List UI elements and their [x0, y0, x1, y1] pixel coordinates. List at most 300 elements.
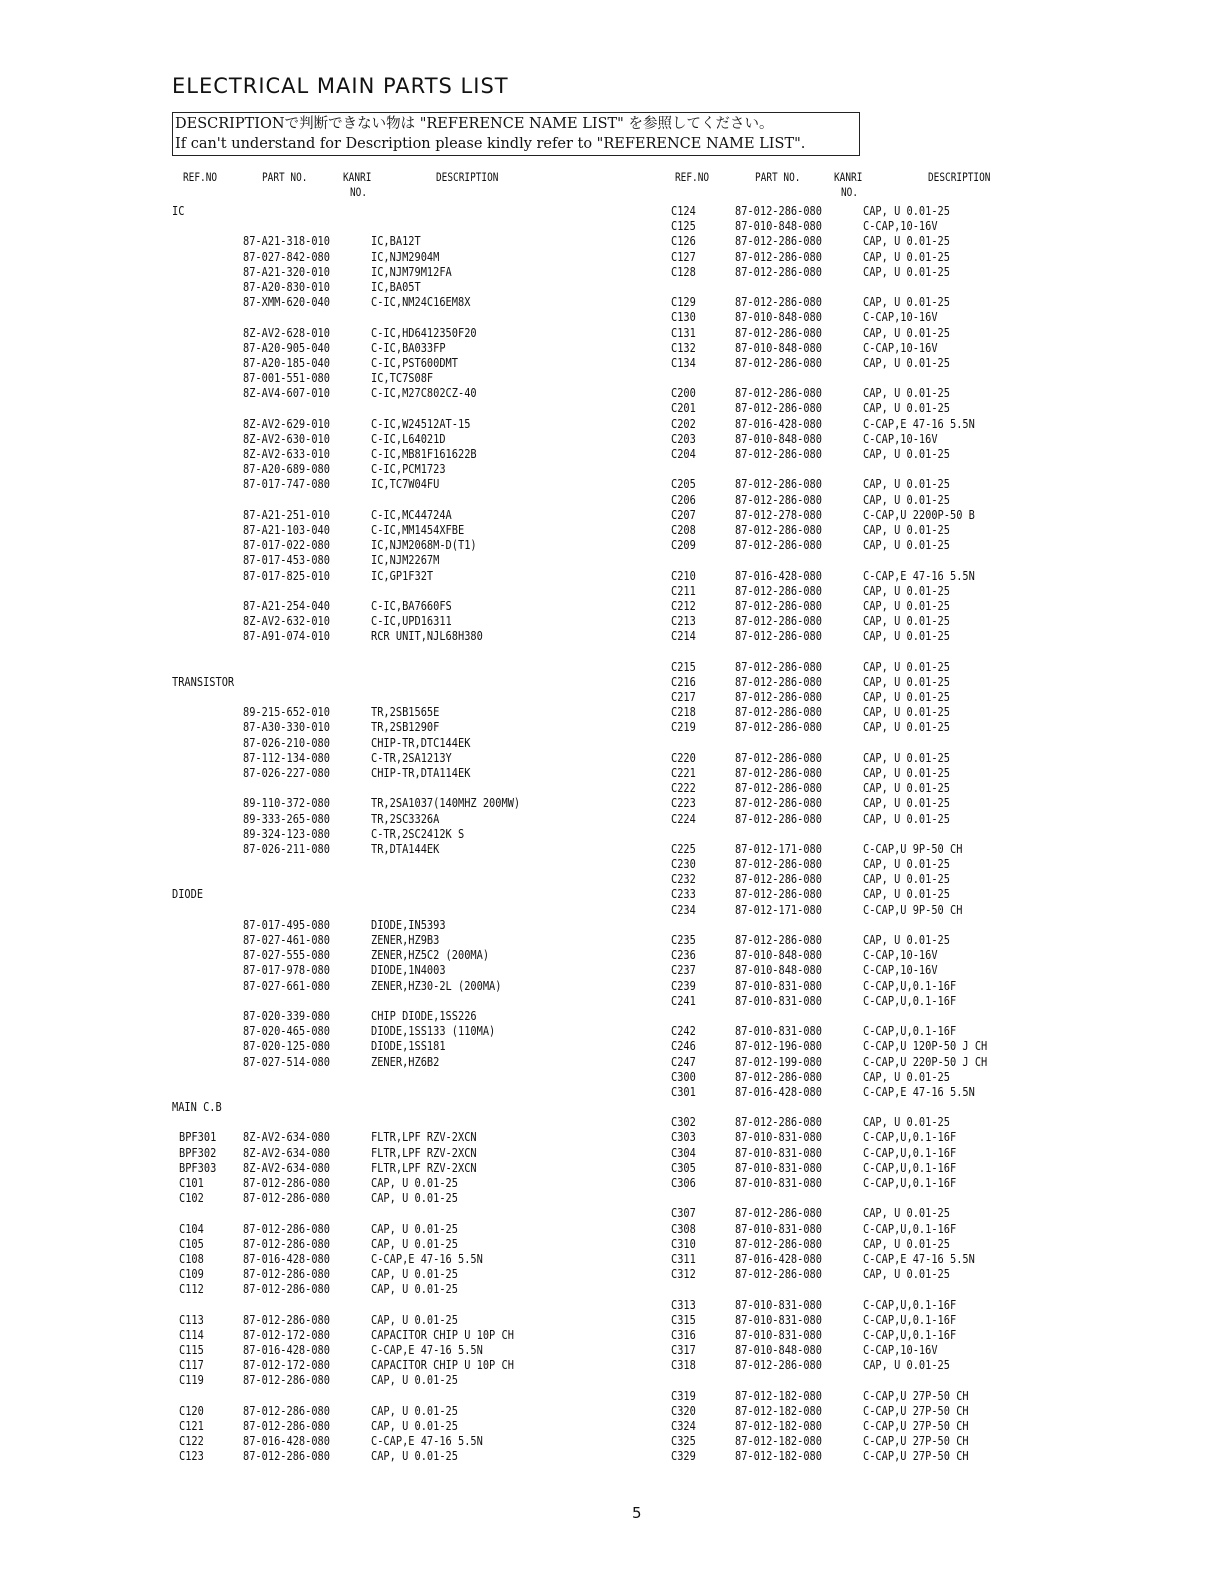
part-row	[670, 1237, 1190, 1252]
ref-no: C101	[179, 1176, 204, 1190]
part-no: 87-027-842-080	[243, 249, 330, 264]
ref-no: C109	[179, 1267, 204, 1282]
ref-no: C115	[179, 1343, 204, 1358]
part-no: 8Z-AV2-632-010	[243, 614, 330, 629]
part-description: IC,NJM79M12FA	[371, 264, 452, 279]
blank-row	[172, 1085, 632, 1100]
part-row	[172, 1328, 632, 1343]
part-description: CAP, U 0.01-25	[863, 659, 950, 674]
part-row	[670, 477, 1190, 492]
part-row	[670, 447, 1190, 462]
part-description: C-CAP,10-16V	[863, 219, 938, 234]
left-header-part: PART NO.	[262, 170, 308, 184]
section-heading	[172, 675, 632, 690]
right-header-kanri-no: NO.	[841, 185, 859, 199]
part-description: CAP, U 0.01-25	[863, 295, 950, 310]
part-row	[670, 432, 1190, 447]
part-description: TR,2SB1290F	[371, 720, 440, 735]
blank-row	[670, 371, 1190, 386]
right-header-kanri: KANRI	[834, 170, 863, 184]
part-description: C-IC,PCM1723	[371, 462, 446, 477]
part-description: C-CAP,U 27P-50 CH	[863, 1434, 969, 1449]
part-no: 87-010-848-080	[735, 310, 822, 325]
part-description: C-CAP,U,0.1-16F	[863, 1160, 957, 1175]
part-row	[670, 326, 1190, 341]
part-no: 87-027-555-080	[243, 948, 330, 963]
ref-no: BPF302	[179, 1145, 217, 1160]
section-label: IC	[172, 204, 185, 218]
part-description: CAP, U 0.01-25	[863, 857, 950, 872]
part-row	[670, 903, 1190, 918]
part-description: CAP, U 0.01-25	[863, 477, 950, 492]
part-row	[172, 1039, 632, 1054]
ref-no: C311	[671, 1251, 696, 1266]
blank-row	[670, 1009, 1190, 1024]
blank-row	[172, 690, 632, 705]
part-row	[172, 736, 632, 751]
ref-no: C225	[671, 841, 696, 856]
part-no: 87-012-286-080	[735, 659, 822, 674]
ref-no: C134	[671, 355, 696, 370]
part-description: CAP, U 0.01-25	[863, 872, 950, 887]
part-no: 87-012-286-080	[735, 204, 822, 218]
part-row	[670, 948, 1190, 963]
part-row	[172, 979, 632, 994]
part-row	[670, 933, 1190, 948]
ref-no: C200	[671, 386, 696, 401]
part-row	[172, 234, 632, 249]
part-description: CAP, U 0.01-25	[863, 887, 950, 902]
part-row	[670, 1298, 1190, 1313]
part-row	[670, 1146, 1190, 1161]
part-no: 87-017-453-080	[243, 553, 330, 568]
part-description: C-TR,2SA1213Y	[371, 750, 452, 765]
part-row	[172, 508, 632, 523]
part-no: 87-016-428-080	[243, 1343, 330, 1358]
part-no: 87-012-286-080	[735, 629, 822, 644]
part-description: CAP, U 0.01-25	[863, 401, 950, 416]
part-description: C-IC,MC44724A	[371, 507, 452, 522]
part-row	[670, 1070, 1190, 1085]
part-row	[172, 447, 632, 462]
part-description: CHIP-TR,DTC144EK	[371, 735, 471, 750]
ref-no: C236	[671, 948, 696, 963]
blank-row	[670, 827, 1190, 842]
part-description: C-CAP,E 47-16 5.5N	[863, 416, 975, 431]
left-header-ref: REF.NO	[183, 170, 218, 184]
part-description: C-CAP,U,0.1-16F	[863, 1145, 957, 1160]
part-description: C-IC,NM24C16EM8X	[371, 295, 471, 310]
ref-no: C239	[671, 978, 696, 993]
ref-no: C206	[671, 492, 696, 507]
ref-no: C113	[179, 1312, 204, 1327]
part-description: C-IC,BA033FP	[371, 340, 446, 355]
ref-no: C215	[671, 659, 696, 674]
part-no: 87-012-286-080	[735, 234, 822, 249]
part-description: C-IC,MM1454XFBE	[371, 522, 465, 537]
part-row	[670, 204, 1190, 219]
part-no: 87-012-286-080	[735, 720, 822, 735]
blank-row	[670, 644, 1190, 659]
part-row	[670, 1039, 1190, 1054]
part-description: C-CAP,U,0.1-16F	[863, 1024, 957, 1039]
part-row	[670, 1267, 1190, 1282]
part-no: 87-016-428-080	[735, 1251, 822, 1266]
part-description: ZENER,HZ30-2L (200MA)	[371, 978, 502, 993]
part-no: 87-012-172-080	[243, 1327, 330, 1342]
ref-no: C119	[179, 1373, 204, 1388]
part-description: C-CAP,U,0.1-16F	[863, 1327, 957, 1342]
part-no: 87-010-831-080	[735, 1312, 822, 1327]
part-row	[172, 1237, 632, 1252]
ref-no: C218	[671, 705, 696, 720]
part-description: CAP, U 0.01-25	[371, 1221, 458, 1236]
part-description: CAP, U 0.01-25	[863, 447, 950, 461]
part-description: TR,2SB1565E	[371, 705, 440, 720]
part-description: RCR UNIT,NJL68H380	[371, 629, 483, 644]
part-no: 87-012-286-080	[243, 1449, 330, 1464]
part-row	[172, 599, 632, 614]
part-no: 87-012-286-080	[735, 355, 822, 370]
part-description: CAP, U 0.01-25	[863, 796, 950, 811]
part-description: CAP, U 0.01-25	[371, 1419, 458, 1433]
part-description: CAP, U 0.01-25	[371, 1373, 458, 1388]
ref-no: C112	[179, 1282, 204, 1297]
part-row	[670, 872, 1190, 887]
part-no: 87-A20-830-010	[243, 279, 330, 294]
part-row	[172, 1252, 632, 1267]
ref-no: C216	[671, 674, 696, 689]
part-description: CAP, U 0.01-25	[863, 750, 950, 765]
part-description: CAP, U 0.01-25	[863, 204, 950, 218]
part-description: C-TR,2SC2412K S	[371, 826, 465, 841]
part-no: 87-012-286-080	[735, 750, 822, 765]
part-row	[172, 462, 632, 477]
part-description: C-CAP,U 9P-50 CH	[863, 841, 963, 856]
part-no: 87-012-286-080	[735, 857, 822, 872]
part-row	[172, 705, 632, 720]
part-row	[172, 265, 632, 280]
part-no: 87-016-428-080	[735, 568, 822, 583]
part-no: 87-012-286-080	[243, 1176, 330, 1190]
section-label: DIODE	[172, 887, 204, 902]
part-no: 87-010-831-080	[735, 1130, 822, 1145]
part-description: CAP, U 0.01-25	[371, 1176, 458, 1190]
part-no: 87-026-227-080	[243, 765, 330, 780]
part-row	[172, 1146, 632, 1161]
part-description: TR,2SC3326A	[371, 811, 440, 826]
part-row	[670, 720, 1190, 735]
part-no: 87-012-286-080	[735, 690, 822, 704]
part-row	[670, 705, 1190, 720]
part-description: C-CAP,E 47-16 5.5N	[371, 1251, 483, 1266]
ref-no: C201	[671, 401, 696, 416]
part-description: C-CAP,U 120P-50 J CH	[863, 1039, 988, 1054]
ref-no: C303	[671, 1130, 696, 1145]
right-header-description: DESCRIPTION	[928, 170, 991, 184]
part-description: CAP, U 0.01-25	[863, 720, 950, 735]
part-no: 87-012-286-080	[735, 811, 822, 826]
part-description: CAP, U 0.01-25	[863, 1236, 950, 1251]
part-row	[670, 341, 1190, 356]
ref-no: C205	[671, 477, 696, 492]
part-row	[172, 386, 632, 401]
part-no: 87-010-848-080	[735, 219, 822, 234]
part-no: 87-012-286-080	[735, 705, 822, 720]
part-no: 87-A21-254-040	[243, 598, 330, 613]
part-description: DIODE,IN5393	[371, 917, 446, 932]
blank-row	[670, 736, 1190, 751]
part-description: FLTR,LPF RZV-2XCN	[371, 1160, 477, 1175]
part-row	[670, 1085, 1190, 1100]
part-row	[670, 523, 1190, 538]
part-no: 87-017-825-010	[243, 568, 330, 583]
part-no: 87-012-286-080	[243, 1312, 330, 1327]
part-no: 87-026-210-080	[243, 735, 330, 750]
part-description: C-IC,BA7660FS	[371, 598, 452, 613]
part-row	[172, 371, 632, 386]
part-no: 87-020-465-080	[243, 1024, 330, 1039]
part-row	[670, 1222, 1190, 1237]
blank-row	[172, 493, 632, 508]
part-no: 87-012-286-080	[243, 1267, 330, 1282]
part-description: C-CAP,U,0.1-16F	[863, 1130, 957, 1145]
part-no: 8Z-AV2-634-080	[243, 1130, 330, 1145]
blank-row	[172, 401, 632, 416]
part-no: 87-010-831-080	[735, 1145, 822, 1160]
ref-no: C313	[671, 1297, 696, 1312]
blank-row	[172, 584, 632, 599]
part-description: ZENER,HZ6B2	[371, 1054, 440, 1069]
part-no: 87-010-848-080	[735, 1343, 822, 1358]
part-description: C-CAP,U 27P-50 CH	[863, 1403, 969, 1418]
ref-no: C304	[671, 1145, 696, 1160]
ref-no: C212	[671, 598, 696, 613]
part-no: 87-012-182-080	[735, 1403, 822, 1418]
part-no: 8Z-AV2-634-080	[243, 1160, 330, 1175]
part-row	[670, 1115, 1190, 1130]
part-description: C-CAP,10-16V	[863, 431, 938, 446]
part-description: CAPACITOR CHIP U 10P CH	[371, 1358, 514, 1373]
part-description: TR,2SA1037(140MHZ 200MW)	[371, 796, 521, 811]
part-no: 87-A30-330-010	[243, 720, 330, 735]
part-row	[172, 341, 632, 356]
part-description: C-IC,W24512AT-15	[371, 416, 471, 431]
part-no: 87-012-278-080	[735, 507, 822, 522]
part-no: 89-215-652-010	[243, 705, 330, 720]
part-no: 87-010-831-080	[735, 1297, 822, 1312]
part-row	[670, 979, 1190, 994]
ref-no: C242	[671, 1024, 696, 1039]
page-title: ELECTRICAL MAIN PARTS LIST	[172, 74, 509, 98]
left-header-kanri: KANRI	[343, 170, 372, 184]
ref-no: C319	[671, 1388, 696, 1403]
ref-no: C125	[671, 219, 696, 234]
part-description: CAP, U 0.01-25	[863, 538, 950, 553]
part-row	[172, 569, 632, 584]
part-no: 87-012-286-080	[735, 1115, 822, 1130]
part-description: CAP, U 0.01-25	[863, 264, 950, 279]
part-no: 87-020-339-080	[243, 1008, 330, 1023]
ref-no: C121	[179, 1419, 204, 1433]
part-description: IC,TC7W04FU	[371, 477, 440, 492]
part-row	[172, 720, 632, 735]
part-row	[670, 493, 1190, 508]
part-row	[172, 766, 632, 781]
ref-no: C120	[179, 1403, 204, 1418]
part-row	[670, 614, 1190, 629]
part-row	[670, 401, 1190, 416]
part-row	[670, 751, 1190, 766]
ref-no: C230	[671, 857, 696, 872]
part-no: 87-012-286-080	[735, 477, 822, 492]
ref-no: C223	[671, 796, 696, 811]
ref-no: C310	[671, 1236, 696, 1251]
part-no: 87-010-831-080	[735, 1176, 822, 1190]
part-row	[172, 1024, 632, 1039]
ref-no: C130	[671, 310, 696, 325]
part-description: C-CAP,U 27P-50 CH	[863, 1419, 969, 1433]
part-description: CAP, U 0.01-25	[863, 522, 950, 537]
part-description: CAP, U 0.01-25	[863, 355, 950, 370]
ref-no: C204	[671, 447, 696, 461]
part-row	[172, 1130, 632, 1145]
part-description: C-CAP,U 220P-50 J CH	[863, 1054, 988, 1069]
part-no: 87-010-848-080	[735, 948, 822, 963]
ref-no: C214	[671, 629, 696, 644]
part-row	[172, 1313, 632, 1328]
part-description: TR,DTA144EK	[371, 841, 440, 856]
ref-no: C306	[671, 1176, 696, 1190]
part-row	[670, 842, 1190, 857]
ref-no: C247	[671, 1054, 696, 1069]
part-no: 87-012-286-080	[735, 872, 822, 887]
part-row	[670, 1055, 1190, 1070]
part-no: 87-012-182-080	[735, 1434, 822, 1449]
blank-row	[670, 280, 1190, 295]
blank-row	[172, 857, 632, 872]
ref-no: C132	[671, 340, 696, 355]
part-row	[172, 538, 632, 553]
part-description: C-CAP,U 2200P-50 B	[863, 507, 975, 522]
part-no: 8Z-AV4-607-010	[243, 386, 330, 401]
part-row	[670, 1328, 1190, 1343]
part-row	[670, 1024, 1190, 1039]
part-no: 87-020-125-080	[243, 1039, 330, 1054]
part-row	[670, 356, 1190, 371]
part-no: 87-010-848-080	[735, 963, 822, 978]
part-row	[670, 310, 1190, 325]
part-row	[670, 1313, 1190, 1328]
part-row	[172, 963, 632, 978]
part-row	[172, 356, 632, 371]
blank-row	[172, 1070, 632, 1085]
page-number: 5	[632, 1504, 642, 1522]
part-description: CAP, U 0.01-25	[863, 690, 950, 704]
ref-no: C207	[671, 507, 696, 522]
part-no: 87-012-286-080	[735, 325, 822, 340]
part-row	[172, 918, 632, 933]
part-no: 87-012-286-080	[735, 249, 822, 264]
blank-row	[172, 644, 632, 659]
part-row	[670, 1389, 1190, 1404]
part-no: 87-010-831-080	[735, 1221, 822, 1236]
part-no: 87-012-286-080	[243, 1236, 330, 1251]
part-description: C-CAP,E 47-16 5.5N	[371, 1343, 483, 1358]
ref-no: C210	[671, 568, 696, 583]
part-no: 89-324-123-080	[243, 826, 330, 841]
part-description: C-IC,HD6412350F20	[371, 325, 477, 340]
ref-no: C308	[671, 1221, 696, 1236]
part-description: CHIP-TR,DTA114EK	[371, 765, 471, 780]
part-no: 87-012-286-080	[735, 295, 822, 310]
part-row	[670, 629, 1190, 644]
part-row	[670, 675, 1190, 690]
ref-no: BPF301	[179, 1130, 217, 1145]
blank-row	[172, 310, 632, 325]
part-description: CAP, U 0.01-25	[863, 1115, 950, 1130]
part-no: 87-012-182-080	[735, 1388, 822, 1403]
right-header-part: PART NO.	[755, 170, 801, 184]
part-description: C-CAP,U,0.1-16F	[863, 1176, 957, 1190]
notice-line-japanese: DESCRIPTIONで判断できない物は "REFERENCE NAME LIST" を参照してください。	[175, 116, 774, 132]
part-no: 87-012-286-080	[735, 933, 822, 947]
part-row	[172, 1373, 632, 1388]
left-header-kanri-no: NO.	[350, 185, 368, 199]
part-description: C-CAP,U,0.1-16F	[863, 1297, 957, 1312]
part-no: 87-027-514-080	[243, 1054, 330, 1069]
part-row	[172, 1404, 632, 1419]
part-description: C-CAP,U 27P-50 CH	[863, 1449, 969, 1464]
part-no: 87-A21-320-010	[243, 264, 330, 279]
part-no: 87-010-831-080	[735, 1327, 822, 1342]
ref-no: C317	[671, 1343, 696, 1358]
part-row	[172, 948, 632, 963]
part-description: C-CAP,U,0.1-16F	[863, 993, 957, 1008]
part-row	[172, 1009, 632, 1024]
part-description: CAPACITOR CHIP U 10P CH	[371, 1327, 514, 1342]
part-no: 87-012-286-080	[735, 765, 822, 780]
part-row	[670, 508, 1190, 523]
part-no: 89-110-372-080	[243, 796, 330, 811]
part-description: CAP, U 0.01-25	[371, 1449, 458, 1464]
blank-row	[172, 1206, 632, 1221]
part-description: CAP, U 0.01-25	[863, 781, 950, 796]
ref-no: C233	[671, 887, 696, 902]
part-row	[670, 1449, 1190, 1464]
part-row	[670, 963, 1190, 978]
ref-no: C312	[671, 1267, 696, 1282]
part-description: CAP, U 0.01-25	[863, 1206, 950, 1221]
part-row	[670, 1206, 1190, 1221]
part-no: 87-012-286-080	[735, 887, 822, 902]
part-no: 87-012-286-080	[735, 447, 822, 461]
part-no: 87-001-551-080	[243, 371, 330, 386]
part-description: CAP, U 0.01-25	[371, 1191, 458, 1206]
part-row	[172, 250, 632, 265]
part-row	[172, 1267, 632, 1282]
part-no: 87-012-286-080	[735, 674, 822, 689]
notice-line-english: If can't understand for Description please kindly refer to "REFERENCE NAME LIST".	[175, 136, 806, 152]
part-no: 87-012-286-080	[735, 386, 822, 401]
part-no: 87-017-747-080	[243, 477, 330, 492]
part-no: 87-010-848-080	[735, 340, 822, 355]
part-no: 89-333-265-080	[243, 811, 330, 826]
part-row	[670, 887, 1190, 902]
part-no: 87-012-171-080	[735, 902, 822, 917]
part-description: CAP, U 0.01-25	[863, 325, 950, 340]
part-no: 8Z-AV2-630-010	[243, 431, 330, 446]
